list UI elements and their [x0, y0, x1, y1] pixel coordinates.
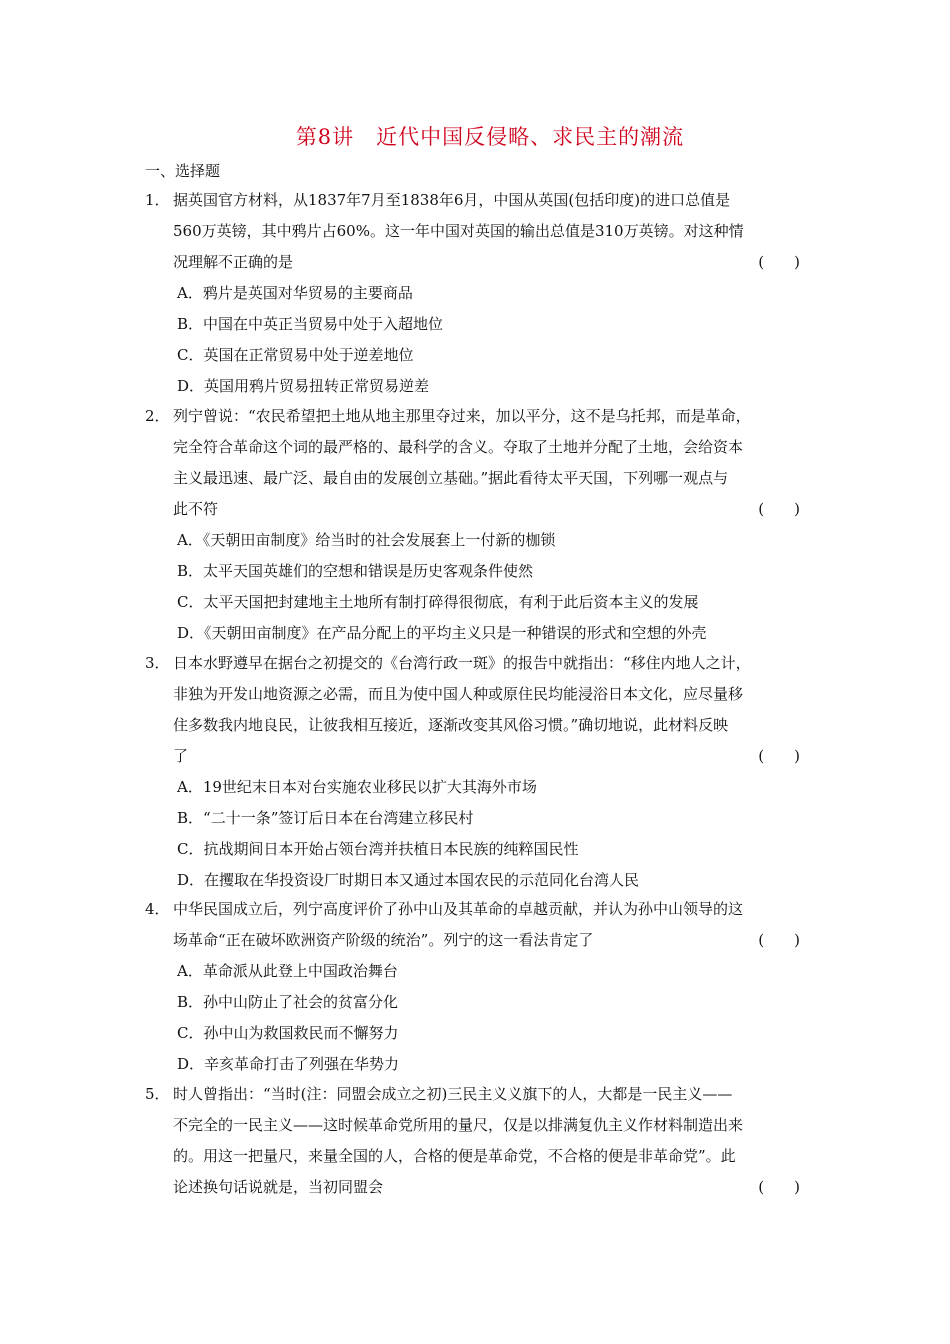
option-d: D．《天朝田亩制度》在产品分配上的平均主义只是一种错误的形式和空想的外壳	[177, 624, 707, 642]
question-line	[145, 432, 810, 463]
question-text: 中华民国成立后，列宁高度评价了孙中山及其革命的卓越贡献，并认为孙中山领导的这	[173, 900, 744, 918]
question-line	[145, 925, 810, 956]
question-text: 非独为开发山地资源之必需，而且为使中国人种或原住民均能浸浴日本文化，应尽量移	[173, 685, 744, 703]
question-line	[145, 463, 810, 494]
option-a: A．19世纪末日本对台实施农业移民以扩大其海外市场	[177, 778, 537, 796]
question-line	[145, 710, 810, 741]
question-line	[145, 401, 810, 432]
question-1	[145, 185, 810, 402]
question-text: 据英国官方材料，从1837年7月至1838年6月，中国从英国(包括印度)的进口总值是	[173, 191, 731, 209]
question-number: 2．	[145, 407, 170, 425]
question-line	[145, 494, 810, 525]
section-heading: 一、选择题	[145, 162, 221, 180]
question-3	[145, 648, 810, 896]
question-text: 场革命“正在破坏欧洲资产阶级的统治”。列宁的这一看法肯定了	[173, 931, 594, 949]
question-4	[145, 894, 810, 1080]
option-c: C．抗战期间日本开始占领台湾并扶植日本民族的纯粹国民性	[177, 840, 579, 858]
answer-blank: ( )	[758, 253, 800, 271]
option-d: D．英国用鸦片贸易扭转正常贸易逆差	[177, 377, 430, 395]
question-line	[145, 1110, 810, 1141]
question-text: 时人曾指出：“当时(注：同盟会成立之初)三民主义义旗下的人，大都是一民主义——	[173, 1085, 733, 1103]
question-line	[145, 185, 810, 216]
option-b: B．孙中山防止了社会的贫富分化	[177, 993, 399, 1011]
option-b: B．太平天国英雄们的空想和错误是历史客观条件使然	[177, 562, 534, 580]
answer-blank: ( )	[758, 747, 800, 765]
question-text: 列宁曾说：“农民希望把土地从地主那里夺过来，加以平分，这不是乌托邦，而是革命，	[173, 407, 751, 425]
question-text: 日本水野遵早在据台之初提交的《台湾行政一斑》的报告中就指出：“移住内地人之计，	[173, 654, 751, 672]
option-d: D．在攫取在华投资设厂时期日本又通过本国农民的示范同化台湾人民	[177, 871, 640, 889]
question-line	[145, 648, 810, 679]
option-b: B．中国在中英正当贸易中处于入超地位	[177, 315, 444, 333]
option-c: C．英国在正常贸易中处于逆差地位	[177, 346, 414, 364]
question-line	[145, 247, 810, 278]
option-c: C．太平天国把封建地主土地所有制打碎得很彻底，有利于此后资本主义的发展	[177, 593, 699, 611]
question-text: 况理解不正确的是	[173, 253, 294, 271]
question-line	[145, 741, 810, 772]
question-text: 住多数我内地良民，让彼我相互接近，逐渐改变其风俗习惯。”确切地说，此材料反映	[173, 716, 729, 734]
question-text: 主义最迅速、最广泛、最自由的发展创立基础。”据此看待太平天国，下列哪一观点与	[173, 469, 729, 487]
question-number: 1．	[145, 191, 170, 209]
question-text: 了	[173, 747, 189, 765]
question-line	[145, 1172, 810, 1203]
question-5	[145, 1079, 810, 1203]
question-line	[145, 894, 810, 925]
option-c: C．孙中山为救国救民而不懈努力	[177, 1024, 399, 1042]
option-a: A．《天朝田亩制度》给当时的社会发展套上一付新的枷锁	[177, 531, 556, 549]
option-d: D．辛亥革命打击了列强在华势力	[177, 1055, 400, 1073]
question-number: 4．	[145, 900, 170, 918]
question-number: 3．	[145, 654, 170, 672]
answer-blank: ( )	[758, 500, 800, 518]
question-line	[145, 216, 810, 247]
answer-blank: ( )	[758, 1178, 800, 1196]
answer-blank: ( )	[758, 931, 800, 949]
question-text: 的。用这一把量尺，来量全国的人，合格的便是革命党，不合格的便是非革命党”。此	[173, 1147, 736, 1165]
option-b: B．“二十一条”签订后日本在台湾建立移民村	[177, 809, 474, 827]
question-2	[145, 401, 810, 649]
question-text: 完全符合革命这个词的最严格的、最科学的含义。夺取了土地并分配了土地，会给资本	[173, 438, 744, 456]
question-number: 5．	[145, 1085, 170, 1103]
question-text: 560万英镑，其中鸦片占60%。这一年中国对英国的输出总值是310万英镑。对这种情	[173, 222, 744, 240]
page-title: 第8讲 近代中国反侵略、求民主的潮流	[295, 125, 685, 149]
question-text: 此不符	[173, 500, 219, 518]
question-text: 论述换句话说就是，当初同盟会	[173, 1178, 384, 1196]
option-a: A．鸦片是英国对华贸易的主要商品	[177, 284, 413, 302]
question-line	[145, 1141, 810, 1172]
option-a: A．革命派从此登上中国政治舞台	[177, 962, 398, 980]
question-line	[145, 679, 810, 710]
question-line	[145, 1079, 810, 1110]
question-text: 不完全的一民主义——这时候革命党所用的量尺，仅是以排满复仇主义作材料制造出来	[173, 1116, 744, 1134]
